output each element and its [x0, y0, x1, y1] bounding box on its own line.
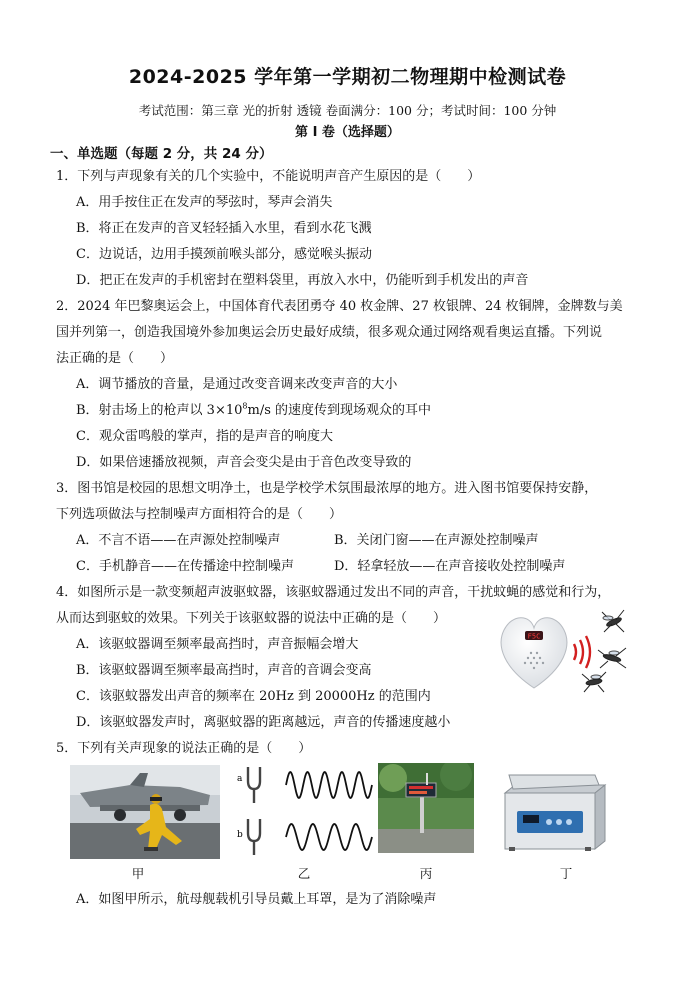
q2-option-d: D．如果倍速播放视频，声音会变尖是由于音色改变导致的: [76, 455, 412, 470]
q3-option-b: B．关闭门窗——在声源处控制噪声: [334, 533, 539, 548]
q2-option-a: A．调节播放的音量，是通过改变音调来改变声音的大小: [76, 377, 398, 392]
tuning-fork-icon: [248, 819, 260, 855]
q5-stem: 5．下列有关声现象的说法正确的是（ ）: [56, 741, 312, 756]
caption-bing: 丙: [419, 866, 433, 881]
waveform-a: [286, 772, 372, 798]
q2-stem-line1: 2．2024 年巴黎奥运会上，中国体育代表团勇夺 40 枚金牌、27 枚银牌、24 枚铜牌，金牌数与美: [56, 299, 623, 314]
q2-stem-line3: 法正确的是（ ）: [56, 351, 174, 366]
q2-option-b-pre: B．射击场上的枪声以 3×10: [76, 403, 243, 418]
q4-option-c: C．该驱蚊器发出声音的频率在 20Hz 到 20000Hz 的范围内: [76, 689, 431, 704]
q1-stem: 1．下列与声现象有关的几个实验中，不能说明声音产生原因的是（ ）: [56, 169, 481, 184]
mosquito-icon: [602, 610, 624, 632]
q4-option-b: B．该驱蚊器调至频率最高挡时，声音的音调会变高: [76, 663, 372, 678]
section-heading: 一、单选题（每题 2 分，共 24 分）: [50, 146, 273, 162]
q4-option-a: A．该驱蚊器调至频率最高挡时，声音振幅会增大: [76, 637, 359, 652]
repeller-body: [501, 618, 567, 688]
caption-yi: 乙: [297, 866, 311, 881]
carrier-crew-photo: [70, 765, 220, 859]
caption-ding: 丁: [559, 866, 573, 881]
q3-option-c: C．手机静音——在传播途中控制噪声: [76, 559, 294, 574]
q4-stem-line2: 从而达到驱蚊的效果。下列关于该驱蚊器的说法中正确的是（ ）: [56, 611, 447, 626]
sound-waves-icon: [574, 636, 590, 668]
exam-title: 2024-2025 学年第一学期初二物理期中检测试卷: [128, 66, 567, 88]
q2-option-c: C．观众雷鸣般的掌声，指的是声音的响度大: [76, 429, 333, 444]
q2-option-b-exponent: 8: [242, 401, 248, 411]
caption-jia: 甲: [131, 866, 145, 881]
q4-stem-line1: 4．如图所示是一款变频超声波驱蚊器，该驱蚊器通过发出不同的声音，干扰蚊蝇的感觉和行为，: [56, 585, 611, 600]
mosquito-icon: [582, 672, 606, 692]
ultrasonic-cleaner-photo: [495, 763, 615, 855]
fork-label-b: b: [237, 830, 243, 840]
fork-label-a: a: [237, 774, 243, 784]
q4-option-d: D．该驱蚊器发声时，离驱蚊器的距离越远，声音的传播速度越小: [76, 715, 451, 730]
q1-option-b: B．将正在发声的音叉轻轻插入水里，看到水花飞溅: [76, 221, 372, 236]
q3-stem-line1: 3．图书馆是校园的思想文明净土，也是学校学术氛围最浓厚的地方。进入图书馆要保持安静，: [56, 481, 598, 496]
q3-stem-line2: 下列选项做法与控制噪声方面相符合的是（ ）: [56, 507, 343, 522]
waveform-b: [286, 824, 372, 850]
repeller-display-text: F5C: [527, 632, 541, 641]
q3-option-a: A．不言不语——在声源处控制噪声: [76, 533, 281, 548]
q5-option-a: A．如图甲所示，航母舰载机引导员戴上耳罩，是为了消除噪声: [76, 892, 437, 907]
mosquito-repeller-illustration: [494, 606, 644, 698]
q2-option-b-post: m/s 的速度传到现场观众的耳中: [247, 403, 432, 418]
q1-option-a: A．用手按住正在发声的琴弦时，琴声会消失: [76, 195, 333, 210]
noise-monitor-photo: [378, 763, 474, 853]
q2-stem-line2: 国并列第一，创造我国境外参加奥运会历史最好成绩，很多观众通过网络观看奥运直播。下列说: [56, 325, 603, 340]
tuning-fork-waveforms-figure: [234, 765, 374, 859]
exam-subtitle: 考试范围：第三章 光的折射 透镜 卷面满分：100 分；考试时间：100 分钟: [138, 103, 557, 118]
q3-option-d: D．轻拿轻放——在声音接收处控制噪声: [334, 559, 566, 574]
q1-option-d: D．把正在发声的手机密封在塑料袋里，再放入水中，仍能听到手机发出的声音: [76, 273, 529, 288]
part-heading: 第 I 卷（选择题）: [295, 125, 400, 140]
q1-option-c: C．边说话，边用手摸颈前喉头部分，感觉喉头振动: [76, 247, 372, 262]
mosquito-icon: [598, 648, 626, 668]
tuning-fork-icon: [248, 767, 260, 803]
q2-option-b: [76, 399, 431, 418]
